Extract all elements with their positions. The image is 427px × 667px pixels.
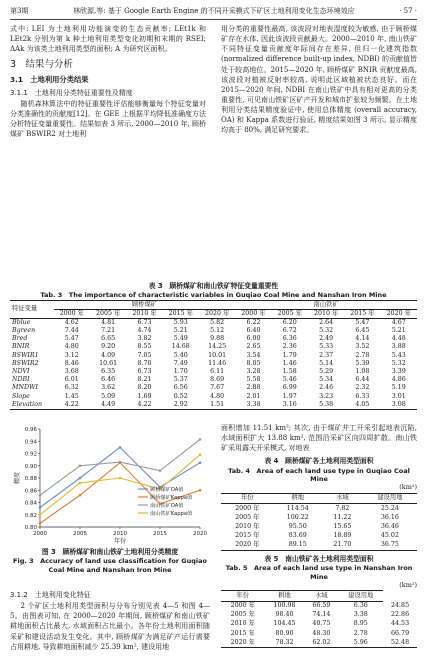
importance-value: 5.46 (282, 376, 297, 384)
table-cell: 36.16 (380, 513, 399, 521)
importance-value: 1.70 (173, 367, 188, 375)
importance-value: 5.29 (319, 367, 334, 375)
x-tick-label: 2005 (73, 531, 87, 537)
y-tick-label: 0.82 (24, 512, 37, 519)
data-point (39, 506, 42, 509)
importance-value: 5.47 (355, 318, 370, 326)
importance-value: 8.21 (137, 376, 152, 384)
importance-value: 3.82 (137, 335, 152, 343)
importance-value: 1.58 (282, 367, 297, 375)
legend-label: 顾桥煤矿OA值 (150, 487, 184, 493)
y-tick-label: 0.94 (24, 439, 37, 446)
table-cell: 2000 年 (235, 504, 260, 512)
importance-value: 8.20 (137, 384, 152, 392)
importance-value: 5.21 (173, 327, 188, 335)
data-point (79, 464, 82, 467)
figure-3-caption-en-line2: Coal Mine and Nanshan Iron Mine (48, 565, 172, 574)
table-cell: 95.50 (288, 522, 307, 530)
table-row (10, 368, 417, 376)
y-tick-label: 0.90 (24, 463, 37, 470)
data-point (39, 522, 42, 525)
importance-value: 5.39 (355, 359, 370, 367)
table-row (221, 620, 417, 629)
table-4 (221, 457, 417, 551)
table-cell: 7.82 (335, 504, 350, 512)
importance-value: 4.22 (126, 401, 162, 410)
importance-value: 3.28 (246, 367, 261, 375)
importance-value: 14.25 (208, 343, 227, 351)
importance-value: 4.81 (101, 318, 116, 326)
land-use-change-paragraph: 2 个矿区土地利用类型面积与分布分别见表 4—5 和图 4—5。由图表可知, 在 2000—2020 年期间, 顾桥煤矿和南山铁矿耕地面积占比最大, 水域面积占比最小。各年份土地利用面积随采矿和建设活动发生变化。其中, 顾桥煤矿为满足矿产运行需要占用耕地, 导致耕地面积减少 25.39 km², 建设用地 (10, 602, 210, 651)
importance-value: 3.16 (272, 401, 308, 410)
table-3-caption-en: Tab. 3 The importance of characteristic variables in Guqiao Coal Mine and Nanshan Iron Mine (40, 291, 387, 300)
accuracy-line-chart (10, 423, 210, 547)
table-row (10, 401, 417, 410)
table-4-grid (221, 493, 417, 551)
x-tick-label: 2000 (33, 531, 47, 537)
data-point (39, 513, 42, 516)
table-row (221, 611, 417, 620)
table-cell: 40.75 (312, 620, 331, 628)
section-3-1-heading: 3.1 土地利用分类结果 (10, 75, 89, 85)
table-cell: 2010 年 (235, 522, 260, 530)
feature-name: Bred (12, 335, 28, 343)
importance-value: 0.52 (173, 392, 188, 400)
importance-value: 7.44 (64, 327, 79, 335)
importance-value: 5.21 (391, 327, 406, 335)
data-point (199, 453, 202, 456)
importance-value: 4.80 (64, 343, 79, 351)
table-cell: 66.79 (391, 629, 410, 637)
importance-value: 11.46 (208, 359, 227, 367)
table-cell: 24.85 (391, 601, 410, 609)
table-row (10, 318, 417, 327)
table-cell: 104.45 (273, 620, 296, 628)
section-3-1-2-heading: 3.1.2 土地利用变化特征 (10, 591, 91, 599)
importance-value: 5.93 (173, 318, 188, 326)
x-tick-label: 2015 (153, 531, 167, 537)
importance-value: 6.72 (282, 327, 297, 335)
data-point (199, 461, 202, 464)
table-row (221, 638, 417, 648)
data-point (159, 469, 162, 472)
importance-value: 2.32 (355, 384, 370, 392)
y-axis-label: 精度 (14, 471, 21, 485)
table-cell: 2020 年 (221, 541, 274, 551)
importance-value: 9.20 (101, 343, 116, 351)
legend-label: 南山铁矿OA值 (150, 503, 184, 509)
importance-value: 5.58 (246, 376, 261, 384)
importance-value: 5.14 (319, 359, 334, 367)
column-header: 建设用地 (338, 591, 383, 601)
table-cell: 45.02 (380, 532, 399, 540)
table-5 (221, 555, 417, 649)
table-cell: 98.40 (275, 611, 294, 619)
column-header: 耕地 (274, 493, 322, 503)
table-3 (10, 282, 417, 410)
importance-value: 3.01 (391, 392, 406, 400)
importance-value: 6.65 (101, 335, 116, 343)
importance-value: 3.12 (64, 351, 79, 359)
importance-value: 4.09 (101, 351, 116, 359)
x-tick-label: 2010 (113, 531, 127, 537)
y-tick-label: 0.84 (24, 500, 37, 507)
importance-value: 5.43 (391, 351, 406, 359)
importance-value: 5.32 (391, 359, 406, 367)
page-number: · 57 · (399, 7, 417, 15)
importance-value: 5.82 (210, 318, 225, 326)
table-cell: 2015 年 (230, 629, 255, 637)
article-running-title: 林欣源,等: 基于 Google Earth Engine 的不同开采模式下矿区土地利用变化生态环境效应 (73, 7, 355, 15)
table-5-caption-en: Tab. 5 Area of each land use type in Nanshan Iron Mine (225, 564, 413, 581)
table-cell: 5.96 (338, 638, 383, 648)
importance-value: 4.05 (344, 401, 380, 410)
importance-value: 10.01 (208, 351, 227, 359)
year-header: 2020 年 (199, 309, 235, 318)
importance-value: 7.67 (210, 384, 225, 392)
importance-value: 1.79 (282, 351, 297, 359)
data-point (199, 438, 202, 441)
year-header: 2020 年 (381, 309, 417, 318)
y-tick-label: 0.92 (24, 451, 37, 458)
table-cell: 2000 年 (230, 602, 255, 610)
importance-value: 3.23 (319, 392, 334, 400)
table-5-grid (221, 590, 417, 648)
importance-value: 8.69 (210, 376, 225, 384)
importance-value: 6.99 (282, 384, 297, 392)
feature-name: NDVI (12, 367, 30, 375)
importance-value: 4.48 (391, 335, 406, 343)
importance-value: 2.88 (246, 384, 261, 392)
feature-name: MNDWI (12, 384, 38, 392)
table-row (10, 393, 417, 401)
year-header: 2015 年 (163, 309, 199, 318)
importance-value: 6.56 (173, 384, 188, 392)
section-3-1-1-heading: 3.1.1 土地利用分类特征重要性及精度 (10, 88, 133, 97)
importance-value: 4.86 (391, 376, 406, 384)
data-point (199, 489, 202, 492)
table-cell: 2020 年 (221, 638, 265, 648)
feature-name: Slope (12, 392, 30, 400)
importance-value: 3.38 (235, 401, 271, 410)
importance-value: 1.69 (137, 392, 152, 400)
table-cell: 52.48 (383, 638, 417, 648)
importance-value: 2.01 (246, 392, 261, 400)
running-header (10, 6, 417, 18)
importance-value: 2.65 (246, 343, 261, 351)
table-row (10, 343, 417, 351)
left-column-top (10, 24, 206, 139)
legend-label: 南山铁矿Kappa值 (150, 511, 193, 517)
importance-value: 1.45 (64, 392, 79, 400)
table-cell: 2005 年 (230, 611, 255, 619)
importance-value: 6.01 (64, 376, 79, 384)
table-cell: 22.86 (391, 611, 410, 619)
importance-value: 2.46 (319, 384, 334, 392)
table-cell: 83.69 (288, 532, 307, 540)
importance-value: 5.09 (101, 392, 116, 400)
importance-value: 4.14 (355, 335, 370, 343)
table-cell: 11.22 (333, 513, 352, 521)
year-header: 2000 年 (235, 309, 271, 318)
feature-name: Bblue (12, 318, 31, 326)
table-cell: 100.22 (286, 513, 309, 521)
table-cell: 3.38 (353, 611, 368, 619)
importance-value: 6.36 (282, 335, 297, 343)
accuracy-chart (10, 423, 210, 547)
group-guqiao: 顾桥煤矿 (54, 300, 236, 309)
importance-value: 5.33 (319, 343, 334, 351)
importance-value: 4.74 (137, 327, 152, 335)
table-row (221, 532, 417, 541)
figure-3-caption-cn: 图 3 顾桥煤矿和南山铁矿土地利用分类精度 (41, 548, 179, 556)
importance-value: 4.67 (391, 318, 406, 326)
table-cell: 25.24 (380, 504, 399, 512)
table-row (10, 327, 417, 335)
table-row (221, 601, 417, 611)
table-cell: 6.36 (353, 602, 368, 610)
formula-explanation: 式中: LEI 为土地利用功能演变的生态贡献率; LEt1k 和 LEt2k 分别为第 k 种土地利用类型变化初期和末期的 RSEI; ΔAk 为该类土地利用类型的面积; A 为研究区面积。 (10, 25, 206, 54)
table-cell: 66.59 (312, 602, 331, 610)
table-5-unit: (km²) (399, 580, 417, 589)
table-cell: 36.75 (363, 541, 417, 551)
importance-value: 8.55 (137, 343, 152, 351)
table-cell: 8.95 (353, 620, 368, 628)
column-header: 耕地 (265, 591, 305, 601)
x-axis-label: 年份 (113, 538, 127, 545)
table-cell: 80.90 (275, 629, 294, 637)
table-5-caption-cn: 表 5 南山铁矿各土地利用类型面积 (264, 554, 374, 563)
issue-number: 第3期 (10, 7, 29, 15)
importance-value: 2.49 (319, 335, 334, 343)
importance-value: 4.62 (64, 318, 79, 326)
right-column-lower (221, 423, 417, 648)
year-header: 2010 年 (126, 309, 162, 318)
feature-name: BNIR (12, 343, 30, 351)
data-point (79, 482, 82, 485)
importance-value: 6.35 (101, 367, 116, 375)
importance-value: 8.05 (246, 359, 261, 367)
importance-value: 7.05 (137, 351, 152, 359)
table-cell: 44.53 (391, 620, 410, 628)
importance-value: 10.61 (99, 359, 118, 367)
importance-value: 3.08 (381, 401, 417, 410)
table-cell: 36.46 (380, 522, 399, 530)
table-row (221, 541, 417, 551)
table-cell: 74.14 (312, 611, 331, 619)
importance-value: 6.20 (282, 318, 297, 326)
data-point (79, 494, 82, 497)
importance-value: 5.47 (64, 335, 79, 343)
importance-value: 2.92 (163, 401, 199, 410)
table-cell: 2015 年 (235, 532, 260, 540)
column-header: 水域 (305, 591, 339, 601)
y-tick-label: 0.80 (24, 525, 37, 531)
importance-value: 2.64 (319, 318, 334, 326)
column-header: 建设用地 (363, 493, 417, 503)
importance-value: 3.88 (391, 343, 406, 351)
data-point (79, 477, 82, 480)
table-cell: 15.65 (333, 522, 352, 530)
y-tick-label: 0.86 (24, 488, 37, 495)
table-3-caption-cn: 表 3 顾桥煤矿和南山铁矿特征变量重要性 (148, 282, 279, 290)
table-row (10, 376, 417, 384)
feature-name: Elevation (10, 401, 54, 410)
importance-value: 3.62 (101, 384, 116, 392)
feature-name: BSWIR1 (12, 351, 39, 359)
importance-value: 3.54 (246, 351, 261, 359)
importance-value: 3.52 (355, 343, 370, 351)
importance-value: 2.78 (355, 351, 370, 359)
importance-value: 6.40 (246, 327, 261, 335)
column-header: 年份 (221, 493, 274, 503)
table-row (10, 384, 417, 392)
data-point (119, 461, 122, 464)
table-4-caption-en: Tab. 4 Area of each land use type in Guqiao Coal Mine (228, 466, 410, 484)
y-tick-label: 0.88 (24, 476, 37, 482)
importance-value: 2.36 (282, 343, 297, 351)
table-4-unit: (km²) (399, 483, 417, 492)
importance-value: 1.97 (282, 392, 297, 400)
table-row (10, 335, 417, 343)
importance-value: 8.46 (64, 359, 79, 367)
importance-value: 6.33 (355, 392, 370, 400)
importance-value: 4.22 (54, 401, 90, 410)
feature-header: 特征变量 (10, 300, 54, 318)
figure-3-caption (10, 548, 210, 574)
importance-value: 5.32 (319, 327, 334, 335)
importance-value: 5.34 (319, 376, 334, 384)
land-use-continued-paragraph: 面积增加 11.51 km²; 其次, 由于煤矿井工开采引起地表沉陷, 水域面积扩大 13.88 km², 范围沿采矿区向四周扩散。南山铁矿采用露天开采模式, 对地表 (221, 424, 417, 453)
importance-value: 6.46 (101, 376, 116, 384)
right-column-top (221, 24, 417, 136)
table-cell: 18.89 (333, 532, 352, 540)
importance-value: 7.21 (101, 327, 116, 335)
table-row (10, 360, 417, 368)
left-column-lower (10, 589, 210, 652)
table-cell: 2.78 (353, 629, 368, 637)
importance-value: 9.88 (210, 335, 225, 343)
year-header: 2015 年 (344, 309, 380, 318)
importance-value: 3.39 (391, 367, 406, 375)
year-header: 2000 年 (54, 309, 90, 318)
importance-value: 3.68 (64, 367, 79, 375)
importance-value: 2.37 (319, 351, 334, 359)
importance-value: 6.73 (137, 367, 152, 375)
table-cell: 89.15 (274, 541, 322, 551)
importance-value: 4.80 (210, 392, 225, 400)
importance-value: 6.32 (64, 384, 79, 392)
table-cell: 48.30 (312, 629, 331, 637)
section-3-heading: 3 结果与分析 (10, 59, 74, 71)
x-tick-label: 2020 (193, 531, 207, 537)
header-rule (10, 19, 417, 20)
feature-name: Bgreen (12, 327, 36, 335)
group-nanshan: 南山铁矿 (235, 300, 417, 309)
data-point (119, 446, 122, 449)
feature-name: NDBI (12, 376, 30, 384)
feature-importance-paragraph: 随机森林算法中的特征重要性评估能够衡量每个特征变量对分类准确性的贡献度[12]。在 GEE 上根据平均降低准确度方法分析特征变量重要性。结果如表 3 所示, 2000—2010 年, 顾桥煤矿 BSWIR2 对土地利 (10, 99, 206, 139)
year-header: 2005 年 (90, 309, 126, 318)
data-point (39, 494, 42, 497)
importance-value: 6.73 (137, 318, 152, 326)
importance-value: 4.49 (90, 401, 126, 410)
importance-value: 14.68 (171, 343, 190, 351)
table-4-caption-cn: 表 4 顾桥煤矿各土地利用类型面积 (264, 457, 374, 466)
y-tick-label: 0.96 (24, 427, 37, 433)
importance-value: 5.19 (391, 384, 406, 392)
importance-value: 1.51 (199, 401, 235, 410)
table-cell: 62.02 (305, 638, 339, 648)
importance-value: 6.45 (355, 327, 370, 335)
importance-value: 6.11 (210, 367, 225, 375)
column-header: 年份 (221, 591, 265, 601)
importance-value: 5.38 (308, 401, 344, 410)
importance-value: 6.22 (246, 318, 261, 326)
table-cell: 21.70 (322, 541, 363, 551)
importance-value: 5.12 (210, 327, 225, 335)
importance-value: 8.70 (137, 359, 152, 367)
table-cell: 100.98 (273, 602, 296, 610)
table-cell: 2010 年 (230, 620, 255, 628)
table-cell: 114.54 (286, 504, 309, 512)
importance-value: 5.37 (173, 376, 188, 384)
importance-value: 7.49 (173, 359, 188, 367)
table-row (10, 352, 417, 360)
importance-value: 6.44 (355, 376, 370, 384)
importance-value: 6.00 (246, 335, 261, 343)
importance-value: 1.08 (355, 367, 370, 375)
data-point (119, 477, 122, 480)
feature-name: BSWIR2 (12, 359, 39, 367)
importance-value: 1.46 (282, 359, 297, 367)
table-row (221, 504, 417, 514)
importance-value: 5.49 (173, 335, 188, 343)
importance-value: 5.40 (173, 351, 188, 359)
year-header: 2005 年 (272, 309, 308, 318)
table-cell: 78.32 (265, 638, 305, 648)
year-header: 2010 年 (308, 309, 344, 318)
table-row (221, 522, 417, 531)
figure-3-caption-en-line1: Fig. 3 Accuracy of land use classification for Guqiao (13, 557, 207, 566)
results-paragraph: 用分类的重要性最高, 该波段对地表湿度较为敏感, 由于顾桥煤矿存在水体, 因此该波段贡献最大。2000—2010 年, 南山铁矿不同特征变量贡献度年际间存在差异, 但归一化建筑指数 (normalized difference built-up index, NDBI) 的贡献值皆处于较高地位。2015—2020 年, 顾桥煤矿 BNIR 贡献度最高, 该波段对植被反射率较高, 说明此区域植被状态良好。而在 2015—2020 年间, NDBI 在南山铁矿中具有相对更高的分类重要性, 可见南山铁矿区矿产开发和城市扩张较为频繁。在土地利用分类结果精度验证中, 使用总体精度 (overall accuracy, OA) 和 Kappa 系数进行验证, 精度结果如图 3 所示, 显示精度均高于 80%, 满足研究要求。 (221, 25, 417, 135)
table-row (221, 513, 417, 522)
table-cell: 2005 年 (235, 513, 260, 521)
table-row (221, 629, 417, 638)
legend-label: 顾桥煤矿Kappa值 (150, 495, 193, 501)
column-header: 水域 (322, 493, 363, 503)
